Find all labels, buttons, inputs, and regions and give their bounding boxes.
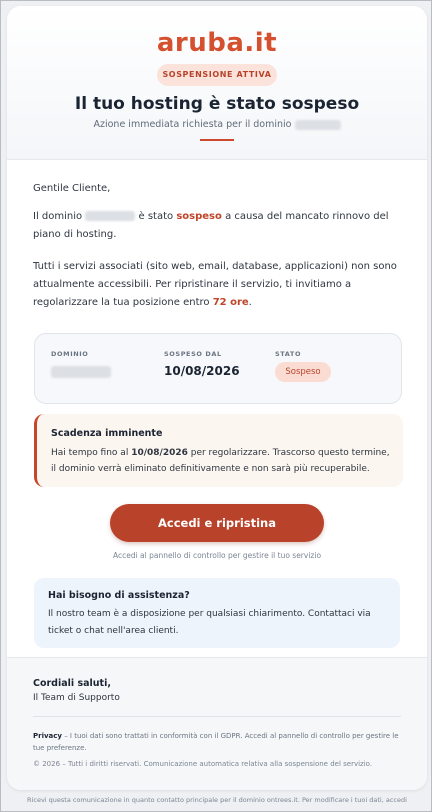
warning-text [51,445,391,477]
footer-divider [33,716,401,717]
p2-main: Tutti i servizi associati (sito web, email, database, applicazioni) non sono attualmente accessibili. Per ripristinare il servizio, ti invitiamo a regolarizzare la tua posizione entro [33,261,397,308]
suspended-label: SOSPESO DAL [164,350,222,358]
privacy-link[interactable]: Privacy [33,732,62,740]
redacted-domain [295,120,341,130]
status-badge: SOSPENSIONE ATTIVA [157,64,277,86]
help-box [34,578,400,648]
page-title: Il tuo hosting è stato sospeso [74,94,360,114]
cta-hint: Accedi al pannello di controllo per gestire il tuo servizio [112,551,322,560]
privacy-text: – I tuoi dati sono trattati in conformità con il GDPR. Accedi al pannello di controllo per gestire le tue preferenze. [33,732,399,752]
p2-accent: 72 ore [212,297,249,308]
warning-prefix: Hai tempo fino al [51,448,129,458]
email-header [7,6,427,160]
help-title: Hai bisogno di assistenza? [48,590,190,601]
paragraph-suspension [33,208,403,244]
status-label: STATO [275,350,302,358]
warning-box [34,414,403,487]
p1-accent: sospeso [176,211,222,222]
domain-label: DOMINIO [51,350,89,358]
redacted-domain-value [51,366,111,378]
warning-title: Scadenza imminente [51,428,163,439]
greeting: Gentile Cliente, [33,183,111,194]
warning-date: 10/08/2026 [131,448,188,458]
page-subtitle [7,119,427,130]
paragraph-services [33,258,403,312]
p1-prefix: Il dominio [33,211,83,222]
email-card [7,6,427,790]
p2-end: . [248,297,252,308]
team-signature: Il Team di Supporto [33,693,120,703]
outside-footnote: Ricevi questa comunicazione in quanto contatto principale per il dominio ontrees.it. Per modificare i tuoi dati, accedi [27,796,407,804]
salutation: Cordiali saluti, [33,678,111,689]
help-text: Il nostro team è a disposizione per qualsiasi chiarimento. Contattaci via ticket o chat nell'area clienti. [48,609,371,636]
copyright: © 2026 – Tutti i diritti riservati. Comunicazione automatica relativa alla sospensione del servizio. [33,760,373,768]
p1-mid: è stato [138,211,174,222]
warning-suffix: per regolarizzare. Trascorso questo termine, il dominio verrà eliminato definitivamente e non sarà più recuperabile. [51,448,390,474]
privacy-note [33,730,401,754]
redacted-domain [85,211,135,221]
status-pill: Sospeso [275,362,331,382]
title-underline [200,139,234,141]
subtitle-text: Azione immediata richiesta per il dominio [93,119,292,130]
suspended-date: 10/08/2026 [164,364,240,378]
email-footer [7,657,427,790]
aruba-logo: aruba.it [156,28,278,58]
restore-button[interactable]: Accedi e ripristina [110,504,324,542]
details-box [34,333,402,404]
p1-suffix: a causa del mancato rinnovo del piano di hosting. [33,211,389,240]
